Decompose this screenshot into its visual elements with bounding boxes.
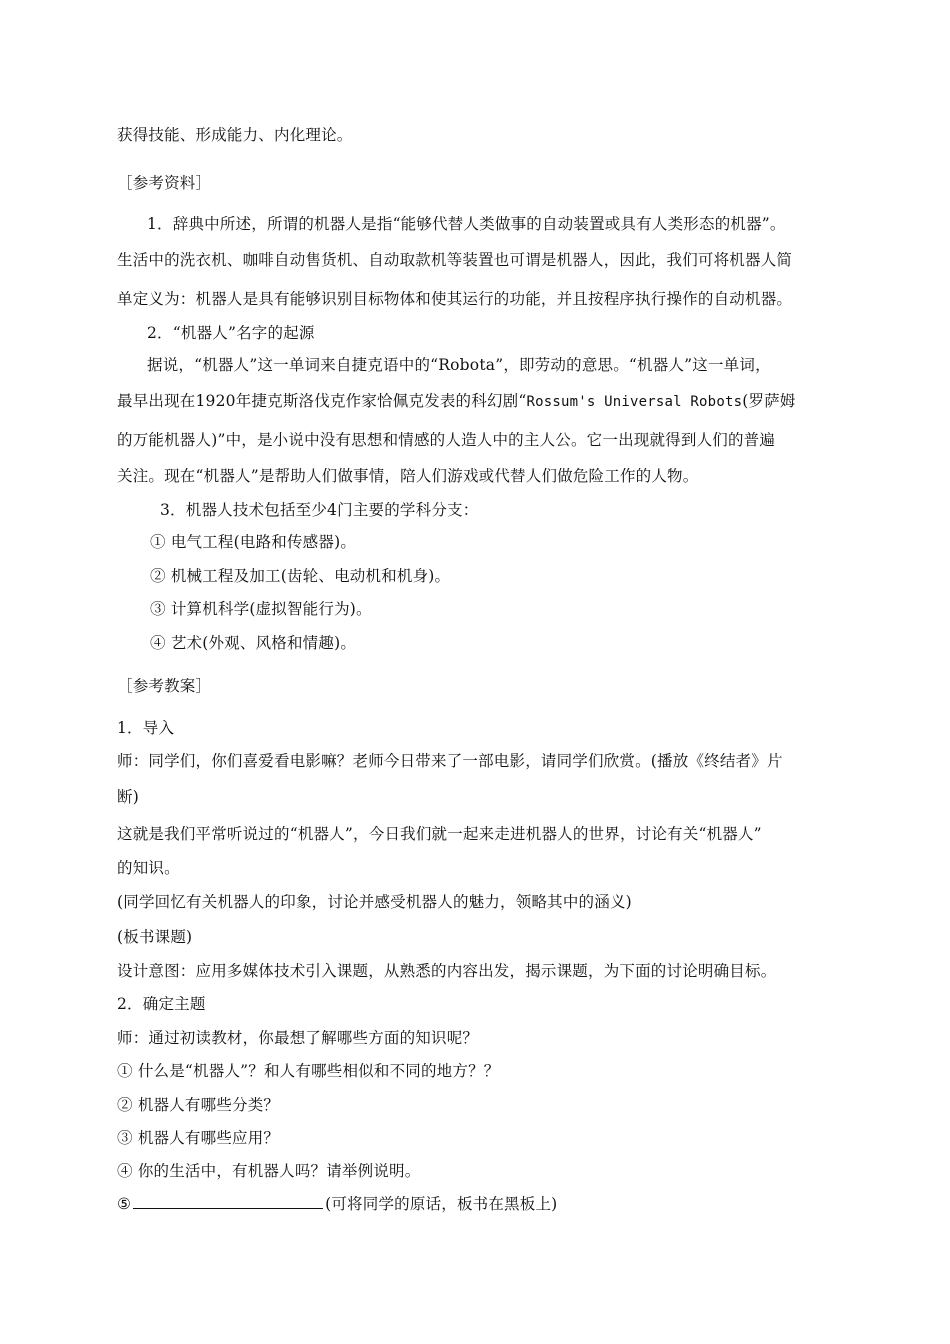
text-segment: (罗萨姆 xyxy=(742,392,796,410)
text-line: 断) xyxy=(117,788,139,806)
list-marker: ⑤ xyxy=(117,1195,132,1213)
step-heading: 2．确定主题 xyxy=(117,995,206,1013)
text-line: 据说，“机器人”这一单词来自捷克语中的“Robota”，即劳动的意思。“机器人”这一单词， xyxy=(147,356,771,374)
text-line: 关注。现在“机器人”是帮助人们做事情，陪人们游戏或代替人们做危险工作的人物。 xyxy=(117,467,699,485)
text-line: (板书课题) xyxy=(117,928,193,946)
list-item: ② 机械工程及加工(齿轮、电动机和机身)。 xyxy=(150,567,451,585)
text-line: 这就是我们平常听说过的“机器人”，今日我们就一起来走进机器人的世界，讨论有关“机器人” xyxy=(117,825,762,843)
text-segment-english: Rossum's Universal Robots xyxy=(526,394,743,410)
text-line: 生活中的洗衣机、咖啡自动售货机、自动取款机等装置也可谓是机器人，因此，我们可将机器人简 xyxy=(117,251,793,269)
text-line: 的万能机器人)”中，是小说中没有思想和情感的人造人中的主人公。它一出现就得到人们的普遍 xyxy=(117,431,776,449)
text-line: 的知识。 xyxy=(117,859,180,877)
text-line: (同学回忆有关机器人的印象，讨论并感受机器人的魅力，领略其中的涵义) xyxy=(117,893,632,911)
list-heading: 2．“机器人”名字的起源 xyxy=(147,324,315,342)
list-item: ② 机器人有哪些分类？ xyxy=(117,1096,280,1114)
list-item: ① 电气工程(电路和传感器)。 xyxy=(150,533,357,551)
fill-in-blank xyxy=(133,1194,323,1209)
text-line: 1．辞典中所述，所谓的机器人是指“能够代替人类做事的自动装置或具有人类形态的机器”。 xyxy=(147,215,786,233)
list-item: ④ 你的生活中，有机器人吗？请举例说明。 xyxy=(117,1162,421,1180)
text-segment: 最早出现在1920年捷克斯洛伐克作家恰佩克发表的科幻剧“ xyxy=(117,392,527,410)
list-heading: 3．机器人技术包括至少4门主要的学科分支： xyxy=(160,501,479,519)
list-item: ③ 计算机科学(虚拟智能行为)。 xyxy=(150,600,372,618)
text-segment: (可将同学的原话，板书在黑板上) xyxy=(325,1195,558,1213)
list-item: ③ 机器人有哪些应用？ xyxy=(117,1129,280,1147)
text-line: 师：通过初读教材，你最想了解哪些方面的知识呢？ xyxy=(117,1029,479,1047)
text-line: 获得技能、形成能力、内化理论。 xyxy=(117,126,353,144)
section-heading-lesson-plan: ［参考教案］ xyxy=(117,677,212,695)
text-line: 单定义为：机器人是具有能够识别目标物体和使其运行的功能，并且按程序执行操作的自动机器。 xyxy=(117,290,793,308)
list-item: ① 什么是“机器人”？和人有哪些相似和不同的地方？？ xyxy=(117,1062,500,1080)
text-line xyxy=(117,390,796,413)
text-line: 师：同学们，你们喜爱看电影嘛？老师今日带来了一部电影，请同学们欣赏。(播放《终结者》片 xyxy=(117,752,783,770)
text-line: 设计意图：应用多媒体技术引入课题，从熟悉的内容出发，揭示课题，为下面的讨论明确目标。 xyxy=(117,962,777,980)
list-item: ④ 艺术(外观、风格和情趣)。 xyxy=(150,634,357,652)
list-item xyxy=(117,1193,557,1215)
step-heading: 1．导入 xyxy=(117,719,175,737)
section-heading-reference: ［参考资料］ xyxy=(117,174,212,192)
